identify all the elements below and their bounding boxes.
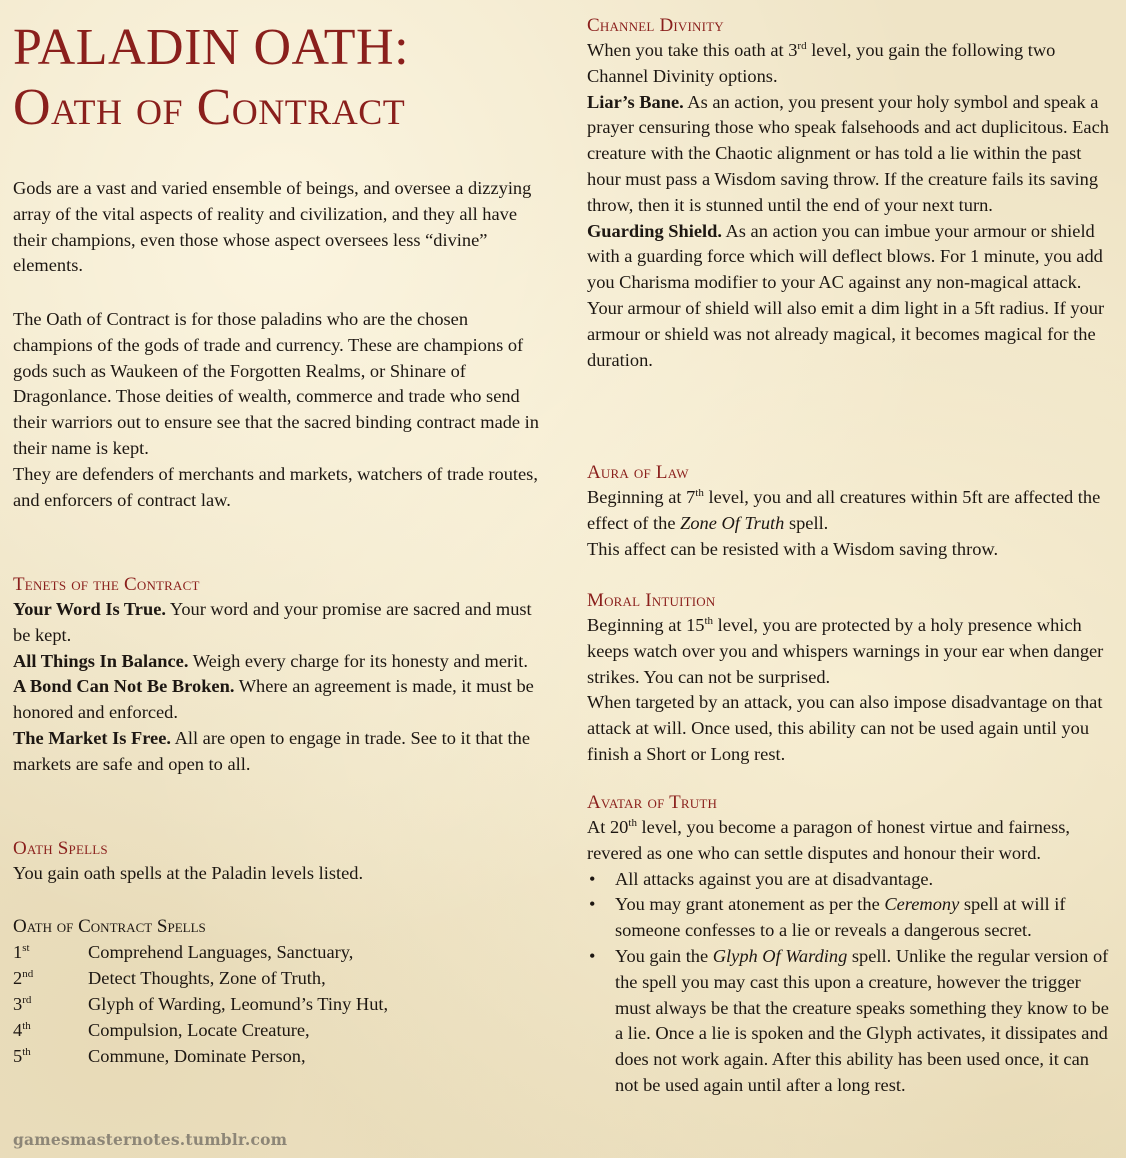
avatar-bullets [587, 867, 1112, 1099]
tenet-3 [13, 674, 543, 726]
title-line-1: PALADIN OATH: [13, 19, 410, 76]
spells-table [13, 915, 543, 1069]
guarding-shield-name: Guarding Shield. [587, 220, 722, 241]
channel-divinity-section [587, 14, 1112, 373]
aura-of-law-section [587, 461, 1112, 562]
bullet-icon: • [589, 868, 596, 889]
tenet-2-text: Weigh every charge for its honesty and merit. [192, 650, 528, 671]
tenets-section [13, 573, 543, 778]
spell-list: Comprehend Languages, Sanctuary, [88, 942, 354, 962]
moral-intuition-section [587, 589, 1112, 768]
list-item: • You gain the Glyph Of Warding spell. Unlike the regular version of the spell you may cast this upon a creature, however the trigger must always be that the creature speaks something they know to be a lie. Once a lie is spoken and the Glyph activates, it dissipates and does not work again. After this ability has been used once, it can not be used again until after a long rest. [589, 945, 1109, 1095]
spell-row [13, 965, 543, 991]
liars-bane-name: Liar’s Bane. [587, 91, 684, 112]
liars-bane [587, 90, 1112, 219]
avatar-of-truth-heading: Avatar of Truth [587, 792, 718, 813]
intro-block-2 [13, 307, 543, 513]
guarding-shield [587, 219, 1112, 374]
tenets-heading: Tenets of the Contract [13, 574, 200, 595]
liars-bane-text: As an action, you present your holy symbol and speak a prayer censuring those who speak falsehoods and act duplicitous. Each creature with the Chaotic alignment or has told a lie within the past hour must pass a Wisdom saving throw. If the creature fails its saving throw, then it is stunned until the end of your next turn. [587, 91, 1109, 215]
tenet-3-text: Where an agreement is made, it must be honored and enforced. [13, 676, 534, 723]
moral-intuition-text: Beginning at 15th level, you are protected by a holy presence which keeps watch over you and whispers warnings in your ear when danger strikes. You can not be surprised. [587, 614, 1104, 687]
tenet-1 [13, 597, 543, 649]
spell-level: 3rd [13, 993, 32, 1014]
spell-row [13, 991, 543, 1017]
avatar-of-truth-text: At 20th level, you become a paragon of honest virtue and fairness, revered as one who can settle disputes and honour their word. [587, 816, 1071, 863]
tenet-4 [13, 726, 543, 778]
list-item: • All attacks against you are at disadvantage. [587, 867, 1112, 893]
channel-divinity-intro: When you take this oath at 3rd level, you gain the following two Channel Divinity options. [587, 39, 1056, 86]
guarding-shield-text: As an action you can imbue your armour or shield with a guarding force which will deflect blows. For 1 minute, you add you Charisma modifier to your AC against any non-magical attack. Your armour of shield will also emit a dim light in a 5ft radius. If your armour or shield was not already magical, it becomes magical for the duration. [587, 220, 1105, 370]
avatar-of-truth-section [587, 791, 1112, 1099]
tenet-3-name: A Bond Can Not Be Broken. [13, 676, 235, 697]
aura-of-law-text-2: This affect can be resisted with a Wisdom saving throw. [587, 538, 999, 559]
channel-divinity-heading: Channel Divinity [587, 15, 724, 36]
source-watermark: gamesmasternotes.tumblr.com [13, 1130, 288, 1149]
spells-table-heading: Oath of Contract Spells [13, 916, 206, 937]
aura-of-law-text: Beginning at 7th level, you and all creatures within 5ft are affected the effect of the Zone Of Truth spell. [587, 486, 1101, 533]
tenet-2 [13, 649, 543, 675]
spell-level: 1st [13, 941, 30, 962]
intro-paragraph-3: They are defenders of merchants and markets, watchers of trade routes, and enforcers of contract law. [13, 463, 538, 510]
tenet-4-text: All are open to engage in trade. See to it that the markets are safe and open to all. [13, 727, 531, 774]
moral-intuition-heading: Moral Intuition [587, 590, 716, 611]
spell-level: 5th [13, 1045, 31, 1066]
spell-list: Glyph of Warding, Leomund’s Tiny Hut, [88, 994, 389, 1014]
tenet-4-name: The Market Is Free. [13, 727, 171, 748]
spell-level: 2nd [13, 967, 34, 988]
spell-list: Compulsion, Locate Creature, [88, 1020, 310, 1040]
spell-list: Commune, Dominate Person, [88, 1046, 306, 1066]
intro-paragraph-1: Gods are a vast and varied ensemble of beings, and oversee a dizzying array of the vital aspects of reality and civilization, and they all have their champions, even those whose aspect oversees less “divine” elements. [13, 178, 532, 276]
oath-spells-section [13, 837, 543, 887]
spell-row [13, 1043, 543, 1069]
page-title [13, 18, 409, 138]
intro-paragraph-2: The Oath of Contract is for those paladins who are the chosen champions of the gods of trade and currency. These are champions of gods such as Waukeen of the Forgotten Realms, or Shinare of Dragonlance. Those deities of wealth, commerce and trade who send their warriors out to ensure see that the sacred binding contract made in their name is kept. [13, 309, 539, 458]
title-line-2: Oath of Contract [13, 79, 406, 136]
tenet-2-name: All Things In Balance. [13, 650, 189, 671]
moral-intuition-text-2: When targeted by an attack, you can also impose disadvantage on that attack at will. Once used, this ability can not be used again until you finish a Short or Long rest. [587, 692, 1103, 764]
spell-list: Detect Thoughts, Zone of Truth, [88, 968, 326, 988]
oath-spells-heading: Oath Spells [13, 838, 108, 859]
oath-spells-text: You gain oath spells at the Paladin levels listed. [13, 863, 364, 883]
spell-row [13, 1017, 543, 1043]
bullet-icon: • [589, 894, 596, 915]
spell-level: 4th [13, 1019, 31, 1040]
aura-of-law-heading: Aura of Law [587, 462, 689, 483]
tenet-1-name: Your Word Is True. [13, 599, 166, 619]
tenet-1-text: Your word and your promise are sacred and must be kept. [13, 599, 532, 645]
spell-row [13, 939, 543, 965]
list-item: • You may grant atonement as per the Ceremony spell at will if someone confesses to a lie or reveals a dangerous secret. [589, 894, 1066, 941]
bullet-icon: • [589, 945, 596, 966]
